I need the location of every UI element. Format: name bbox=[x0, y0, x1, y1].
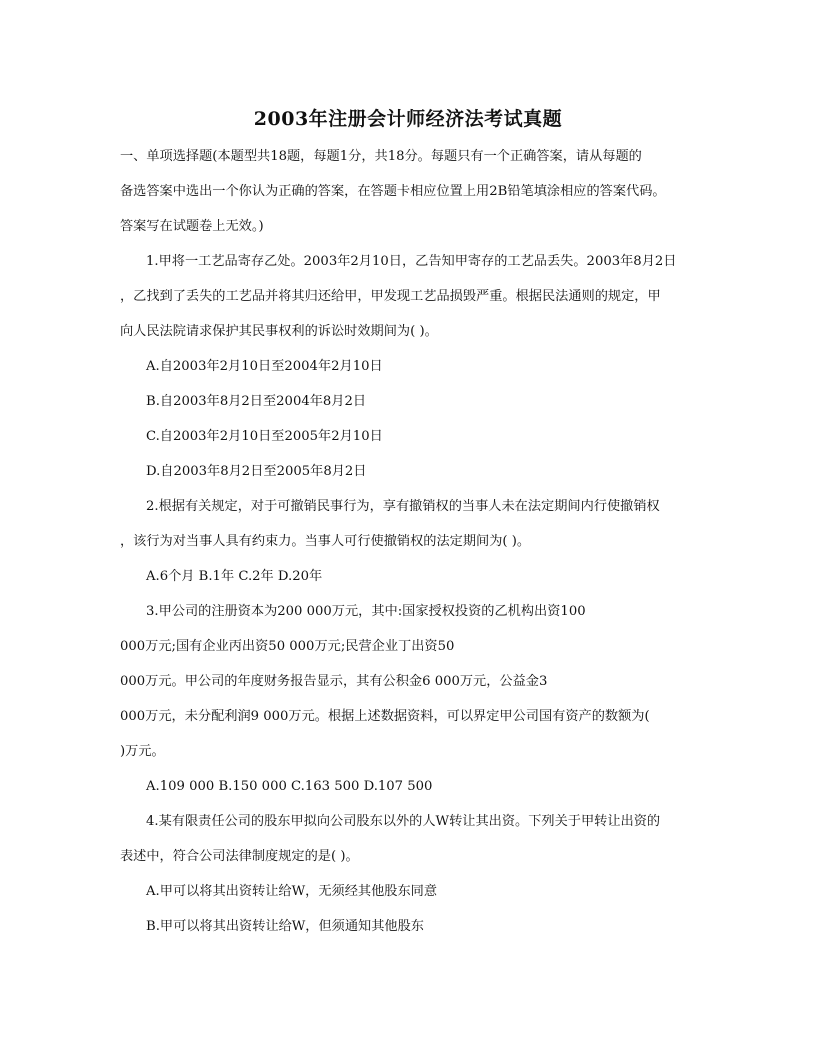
question-1-option-d: D.自2003年8月2日至2005年8月2日 bbox=[146, 464, 367, 479]
question-3-line-4: 000万元，未分配利润9 000万元。根据上述数据资料，可以界定甲公司国有资产的数额为( bbox=[120, 709, 650, 724]
question-3-options: A.109 000 B.150 000 C.163 500 D.107 500 bbox=[146, 779, 433, 794]
question-4-option-a: A.甲可以将其出资转让给W，无须经其他股东同意 bbox=[146, 884, 438, 899]
question-3-line-5: )万元。 bbox=[120, 744, 165, 759]
intro-line-1: 一、单项选择题(本题型共18题，每题1分，共18分。每题只有一个正确答案，请从每题的 bbox=[120, 149, 642, 164]
question-3-line-2: 000万元;国有企业丙出资50 000万元;民营企业丁出资50 bbox=[120, 639, 455, 654]
question-3-line-3: 000万元。甲公司的年度财务报告显示，其有公积金6 000万元，公益金3 bbox=[120, 674, 548, 689]
question-1-line-1: 1.甲将一工艺品寄存乙处。2003年2月10日，乙告知甲寄存的工艺品丢失。2003年8月2日 bbox=[146, 254, 677, 269]
question-1-line-3: 向人民法院请求保护其民事权利的诉讼时效期间为( )。 bbox=[120, 324, 438, 339]
question-1-option-b: B.自2003年8月2日至2004年8月2日 bbox=[146, 394, 367, 409]
question-2-line-2: ，该行为对当事人具有约束力。当事人可行使撤销权的法定期间为( )。 bbox=[120, 534, 531, 549]
intro-line-2: 备选答案中选出一个你认为正确的答案，在答题卡相应位置上用2B铅笔填涂相应的答案代码。 bbox=[120, 184, 666, 199]
question-4-line-1: 4.某有限责任公司的股东甲拟向公司股东以外的人W转让其出资。下列关于甲转让出资的 bbox=[146, 814, 661, 829]
question-1-option-c: C.自2003年2月10日至2005年2月10日 bbox=[146, 429, 383, 444]
question-3-line-1: 3.甲公司的注册资本为200 000万元，其中:国家授权投资的乙机构出资100 bbox=[146, 604, 586, 619]
question-2-line-1: 2.根据有关规定，对于可撤销民事行为，享有撤销权的当事人未在法定期间内行使撤销权 bbox=[146, 499, 660, 514]
question-4-option-b: B.甲可以将其出资转让给W，但须通知其他股东 bbox=[146, 919, 424, 934]
intro-line-3: 答案写在试题卷上无效。) bbox=[120, 219, 264, 234]
question-1-option-a: A.自2003年2月10日至2004年2月10日 bbox=[146, 359, 383, 374]
question-2-options: A.6个月 B.1年 C.2年 D.20年 bbox=[146, 569, 323, 584]
question-4-line-2: 表述中，符合公司法律制度规定的是( )。 bbox=[120, 849, 359, 864]
page-title: 2003年注册会计师经济法考试真题 bbox=[253, 108, 563, 130]
question-1-line-2: ，乙找到了丢失的工艺品并将其归还给甲，甲发现工艺品损毁严重。根据民法通则的规定，甲 bbox=[120, 289, 661, 304]
